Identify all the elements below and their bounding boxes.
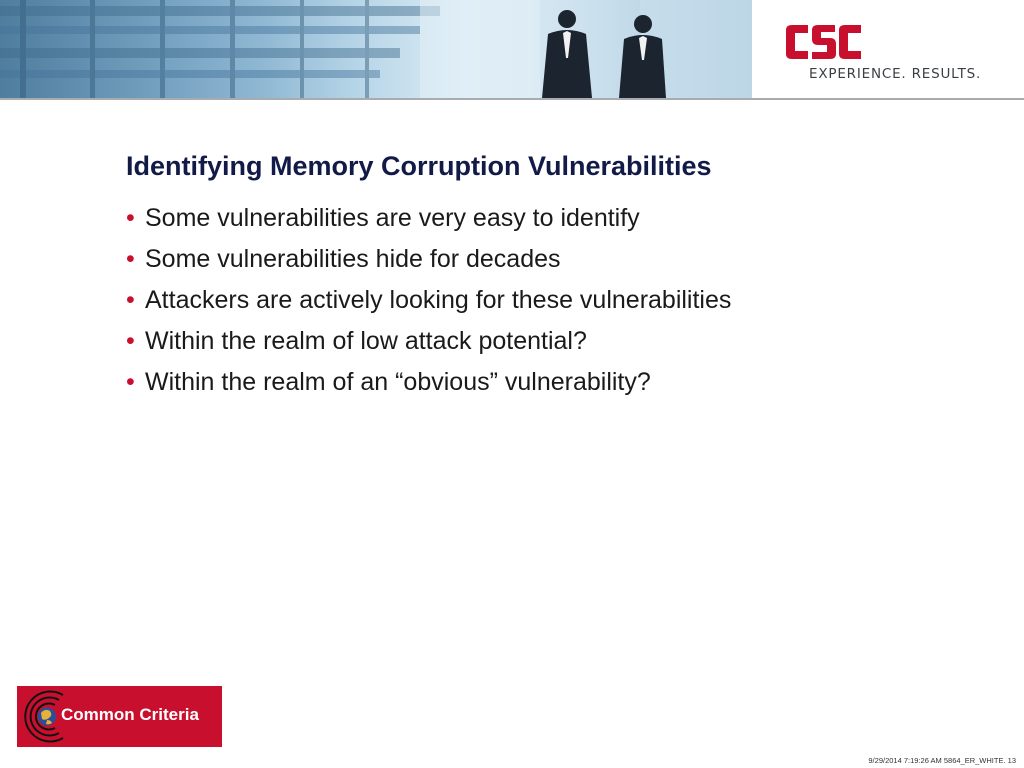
- common-criteria-logo: [17, 686, 222, 747]
- header-banner: [0, 0, 752, 98]
- bullet-icon: •: [126, 286, 135, 314]
- bullet-icon: •: [126, 204, 135, 232]
- bullet-text: Attackers are actively looking for these vulnerabilities: [145, 286, 732, 314]
- header-divider: [0, 98, 1024, 100]
- banner-photo: [0, 0, 752, 98]
- brand-block: [752, 0, 1024, 98]
- bullet-text: Within the realm of low attack potential?: [145, 327, 587, 355]
- brand-tagline: EXPERIENCE. RESULTS.: [809, 66, 982, 82]
- footer-slide-info: 9/29/2014 7:19:26 AM 5864_ER_WHITE. 13: [868, 756, 1016, 765]
- bullet-list: [126, 204, 986, 409]
- bullet-item: [126, 327, 986, 368]
- bullet-text: Some vulnerabilities are very easy to identify: [145, 204, 640, 232]
- bullet-item: [126, 245, 986, 286]
- bullet-icon: •: [126, 245, 135, 273]
- bullet-item: [126, 368, 986, 409]
- bullet-text: Some vulnerabilities hide for decades: [145, 245, 561, 273]
- common-criteria-logo-text: Common Criteria: [61, 705, 199, 724]
- bullet-icon: •: [126, 327, 135, 355]
- bullet-text: Within the realm of an “obvious” vulnerability?: [145, 368, 651, 396]
- bullet-item: [126, 286, 986, 327]
- bullet-icon: •: [126, 368, 135, 396]
- bullet-item: [126, 204, 986, 245]
- slide-title: Identifying Memory Corruption Vulnerabilities: [126, 151, 712, 181]
- csc-logo: [784, 24, 862, 60]
